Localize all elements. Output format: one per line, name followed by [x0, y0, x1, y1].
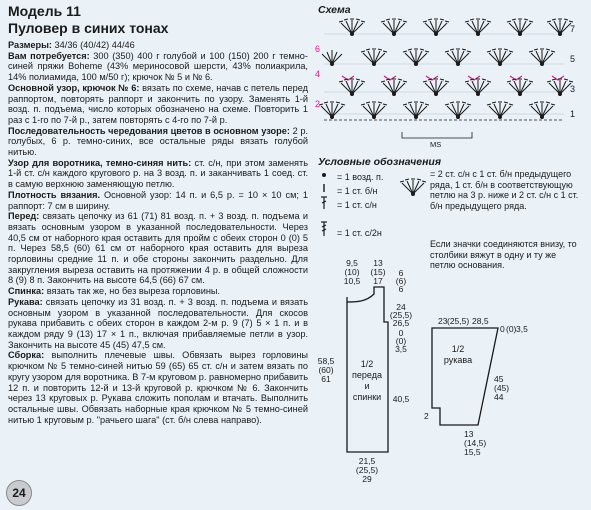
height-2: (60)	[318, 365, 334, 375]
model-title: Модель 11	[8, 3, 81, 19]
sleeve-length-3: 44	[494, 392, 504, 402]
row-number-4: 4	[315, 69, 321, 79]
sleeve-bottom-1: 13	[464, 429, 474, 439]
rapport-bracket	[402, 132, 472, 138]
legend-item-chain: = 1 возд. п.	[337, 172, 384, 182]
shoulder-3: 17	[373, 276, 383, 286]
paragraph-color-sequence: Последовательность чередования цветов в основном узоре: 2 р. голубых, 6 р. темно-синих, все остальные ряды вязать голубой нитью.	[8, 125, 308, 158]
paragraph-assembly: Сборка: выполнить плечевые швы. Обвязать вырез горловины крючком № 5 темно-синей нитью 59 (65) 65 ст. с/н и затем вязать по кругу узором для воротника. В 7-м круговом р. равномерно прибавить 12 п. и повторить 12-й и 13-й круговой р. крючком № 6. Закончить через 13 круговых р. Рукава сложить пополам и втачать. Выполнить остальные швы. Обвязать наборные края крючком № 5 темно-синей нитью 1 круговым р. "рачьего шага" (ст. б/н слева направо).	[8, 350, 308, 425]
row-number-1: 1	[570, 109, 576, 119]
paragraph-main-pattern: Основной узор, крючок № 6: вязать по схеме, начав с петель перед раппортом, повторять раппорт и закончить по узору. Заменять 1-й возд. п. подъема, число которых обозначено на схеме. Повторить 1 раз с 1-го по 7-й р., затем повторять с 4-го по 7-й р.	[8, 82, 308, 125]
sleeve-length-1: 45	[494, 374, 504, 384]
neck-depth-1: 6	[398, 268, 404, 278]
neck-depth-3: 6	[398, 284, 404, 294]
width-1: 21,5	[358, 456, 376, 466]
sleeve-bottom-3: 15,5	[464, 447, 481, 457]
sleeve-top-1: 23	[438, 316, 448, 326]
row-number-2: 2	[315, 99, 321, 109]
neck-width-3: 10,5	[343, 276, 361, 286]
shoulder-1: 13	[373, 258, 383, 268]
crochet-chart	[312, 14, 587, 156]
side-length: 40,5	[392, 394, 410, 404]
chart-row-5	[322, 49, 555, 66]
sleeve-bottom-2: (14,5)	[464, 438, 487, 448]
row-number-5: 5	[570, 54, 576, 64]
row-number-7: 7	[570, 24, 576, 34]
armhole-inset-1: 0	[398, 328, 404, 338]
legend-special-text: = 2 ст. с/н с 1 ст. б/н предыдущего ряда, 1 ст. б/н в соответствующую петлю на 3 р. ниже и 2 ст. с/н с 1 ст. б/н предыдущего ряда.	[430, 169, 579, 211]
scheme-title: Схема	[318, 4, 351, 16]
paragraph-collar-pattern: Узор для воротника, темно-синяя нить: ст. с/н, при этом заменять 1-й ст. с/н каждого кругового р. на 3 возд. п. и заканчивать 1 соед. ст. в самую верхнюю заменяющую петлю.	[8, 157, 308, 190]
sleeve-label-1: 1/2	[451, 344, 465, 354]
sleeve-inset-2: (0)	[506, 324, 517, 334]
front-label-2: переда	[352, 370, 382, 380]
front-label-3: и	[364, 381, 370, 391]
sleeve-inset-3: 3,5	[516, 324, 528, 334]
width-2: (25,5)	[355, 465, 379, 475]
sleeve-top-3: 28,5	[472, 316, 489, 326]
armhole-2: (25,5)	[389, 310, 413, 320]
front-back-pattern	[312, 258, 422, 502]
paragraph-back: Спинка: вязать так же, но без выреза горловины.	[8, 286, 221, 297]
legend-item-treble: = 1 ст. с/2н	[337, 228, 382, 238]
armhole-inset-3: 3,5	[395, 344, 407, 354]
sleeve-top-2: (25,5)	[447, 316, 470, 326]
sleeve-length-2: (45)	[494, 383, 510, 393]
sleeve-inset-1: 0	[500, 324, 505, 334]
chart-row-1	[319, 102, 555, 119]
rapport-label: MS	[430, 140, 442, 149]
armhole-inset-2: (0)	[395, 336, 407, 346]
chart-row-7	[339, 19, 576, 36]
page-number-badge: 24	[6, 480, 32, 506]
paragraph-sleeves: Рукава: связать цепочку из 31 возд. п. + 3 возд. п. подъема и вязать основным узором в указанной последовательности. Для скосов рукава прибавить с обеих сторон в каждом 2-м р. 9 (7) 5 × 1 п. и в каждом ряду 9 (13) 17 × 1 п., включая прибавляемые петли в узор. Закончить на высоте 45 (45) 47,5 см.	[8, 296, 308, 350]
armhole-1: 24	[396, 302, 406, 312]
paragraph-front: Перед: связать цепочку из 61 (71) 81 возд. п. + 3 возд. п. подъема и вязать основным узором в указанной последовательности. Через 40,5 см от наборного края оставить для пройм с обеих сторон 0 (0) 5 п. Через 58,5 (60) 61 см от наборного края оставить для выреза горловины средние 11 п. и обе стороны закончить раздельно. Для закругления выреза оставить на протяжении 4 р. в общей сложности 8 (9) 8 п. Закончить на высоте 64,5 (66) 67 см.	[8, 211, 308, 286]
double-crochet-icon	[321, 197, 327, 209]
row-number-3: 3	[570, 84, 576, 94]
sleeve-label-2: рукава	[443, 355, 473, 365]
height-1: 58,5	[317, 356, 335, 366]
neck-width-2: (10)	[344, 267, 360, 277]
chain-stitch-icon	[322, 173, 326, 177]
neck-width-1: 9,5	[346, 258, 358, 268]
paragraph-materials: Вам потребуется: 300 (350) 400 г голубой и 100 (150) 200 г темно-синей пряжи Boheme (43% мериносовой шерсти, 43% полиакрила, 14% полиамида, 100 м/50 г); крючок № 5 и № 6.	[8, 50, 308, 83]
width-3: 29	[362, 474, 372, 484]
chart-row-3	[339, 79, 576, 96]
legend-item-single: = 1 ст. б/н	[337, 186, 378, 196]
sleeve-pattern	[420, 300, 528, 480]
legend-title: Условные обозначения	[318, 156, 442, 168]
legend-item-double: = 1 ст. с/н	[337, 200, 377, 210]
legend-note: Если значки соединяются внизу, то столбики вяжут в одну и ту же петлю основания.	[430, 239, 577, 270]
special-stitch-icon	[398, 168, 428, 198]
shoulder-2: (15)	[370, 267, 386, 277]
row-number-6: 6	[315, 44, 321, 54]
sleeve-cuff: 2	[424, 411, 429, 421]
front-label-1: 1/2	[360, 359, 374, 369]
neck-depth-2: (6)	[395, 276, 407, 286]
armhole-3: 26,5	[392, 318, 410, 328]
paragraph-gauge: Плотность вязания. Основной узор: 14 п. и 6,5 р. = 10 × 10 см; 1 раппорт: 7 см в ширину.	[8, 189, 308, 211]
instructions-column	[8, 3, 308, 425]
paragraph-sizes: Размеры: 34/36 (40/42) 44/46	[8, 40, 135, 50]
chart-row-4	[342, 76, 564, 80]
treble-crochet-icon	[321, 222, 327, 236]
chart-grid	[324, 34, 564, 114]
instructions-body	[8, 40, 308, 425]
height-3: 61	[321, 374, 331, 384]
model-subtitle: Пуловер в синих тонах	[8, 20, 169, 36]
front-label-4: спинки	[352, 392, 382, 402]
